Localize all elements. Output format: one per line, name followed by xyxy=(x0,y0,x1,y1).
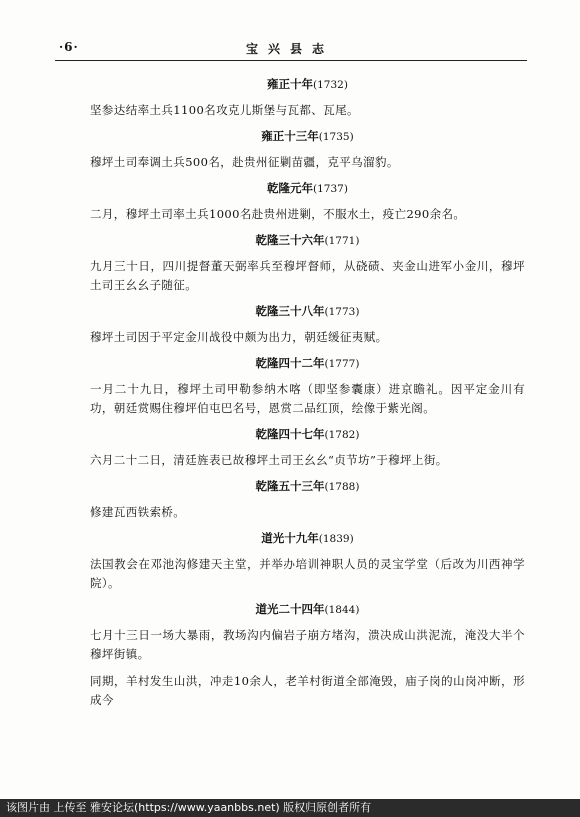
chronicle-entry-continued: 同期，羊村发生山洪，冲走10余人，老羊村街道全部淹毁，庙子岗的山岗冲断，形成今 xyxy=(90,674,525,707)
year-heading xyxy=(90,303,525,320)
year-label: (1732) xyxy=(313,79,348,91)
era-label: 道光二十四年 xyxy=(255,602,325,616)
chronicle-entry: 二月，穆坪土司率土兵1000名赴贵州进剿，不服水土，疫亡290余名。 xyxy=(90,207,466,221)
chronicle-entry: 穆坪土司因于平定金川战役中颇为出力，朝廷缓征夷赋。 xyxy=(90,330,388,344)
year-label: (1777) xyxy=(324,358,360,370)
era-label: 乾隆三十八年 xyxy=(255,304,325,318)
year-heading xyxy=(90,232,525,249)
running-title: 宝兴县志 xyxy=(245,42,334,56)
chronicle-entry: 七月十三日一场大暴雨，教场沟内偏岩子崩方堵沟，溃决成山洪泥流，淹没大半个穆坪街镇。 xyxy=(90,628,525,661)
header-rule xyxy=(55,60,527,61)
chronicle-entry: 穆坪土司奉调土兵500名，赴贵州征剿苗疆，克平乌溜豹。 xyxy=(90,155,399,169)
year-heading xyxy=(90,128,525,145)
chronicle-entry: 坚参达结率土兵1100名攻克儿斯堡与瓦都、瓦尾。 xyxy=(90,103,359,117)
forum-watermark: 该图片由 上传至 雅安论坛(https://www.yaanbbs.net) 版权归原创者所有 xyxy=(0,799,580,817)
chronicle-entry: 法国教会在邓池沟修建天主堂，并举办培训神职人员的灵宝学堂（后改为川西神学院）。 xyxy=(90,557,525,590)
year-label: (1735) xyxy=(318,131,354,143)
year-label: (1788) xyxy=(324,481,360,493)
chronicle-entry: 九月三十日，四川提督董天弼率兵至穆坪督师，从硗碛、夹金山进军小金川，穆坪土司王幺幺子随征。 xyxy=(90,259,525,292)
year-label: (1839) xyxy=(318,533,354,545)
year-heading xyxy=(90,530,525,547)
year-heading xyxy=(90,355,525,372)
year-label: (1844) xyxy=(324,604,360,616)
year-heading xyxy=(90,478,525,495)
era-label: 乾隆三十六年 xyxy=(255,233,325,247)
chronicle-entry: 修建瓦西铁索桥。 xyxy=(90,505,186,519)
year-heading xyxy=(90,76,525,93)
era-label: 乾隆元年 xyxy=(267,181,314,195)
era-label: 乾隆五十三年 xyxy=(255,479,325,493)
chronicle-body xyxy=(90,70,525,718)
era-label: 雍正十三年 xyxy=(261,129,319,143)
year-heading xyxy=(90,426,525,443)
year-label: (1773) xyxy=(324,306,360,318)
era-label: 乾隆四十二年 xyxy=(255,356,325,370)
page-header xyxy=(55,40,525,58)
year-label: (1782) xyxy=(324,429,360,441)
year-heading xyxy=(90,180,525,197)
era-label: 雍正十年 xyxy=(267,77,314,91)
chronicle-entry: 一月二十九日，穆坪土司甲勒参纳木喀（即坚参囊康）进京瞻礼。因平定金川有功，朝廷赏赐住穆坪伯屯巴名号，恩赏二品红顶，绘像于紫光阁。 xyxy=(90,382,525,415)
year-label: (1771) xyxy=(324,235,360,247)
page-number: ·6· xyxy=(59,40,79,54)
era-label: 道光十九年 xyxy=(261,531,319,545)
year-heading xyxy=(90,601,525,618)
year-label: (1737) xyxy=(313,183,348,195)
chronicle-entry: 六月二十二日，清廷旌表已故穆坪土司王幺幺“贞节坊”于穆坪上街。 xyxy=(90,453,448,467)
era-label: 乾隆四十七年 xyxy=(255,427,325,441)
